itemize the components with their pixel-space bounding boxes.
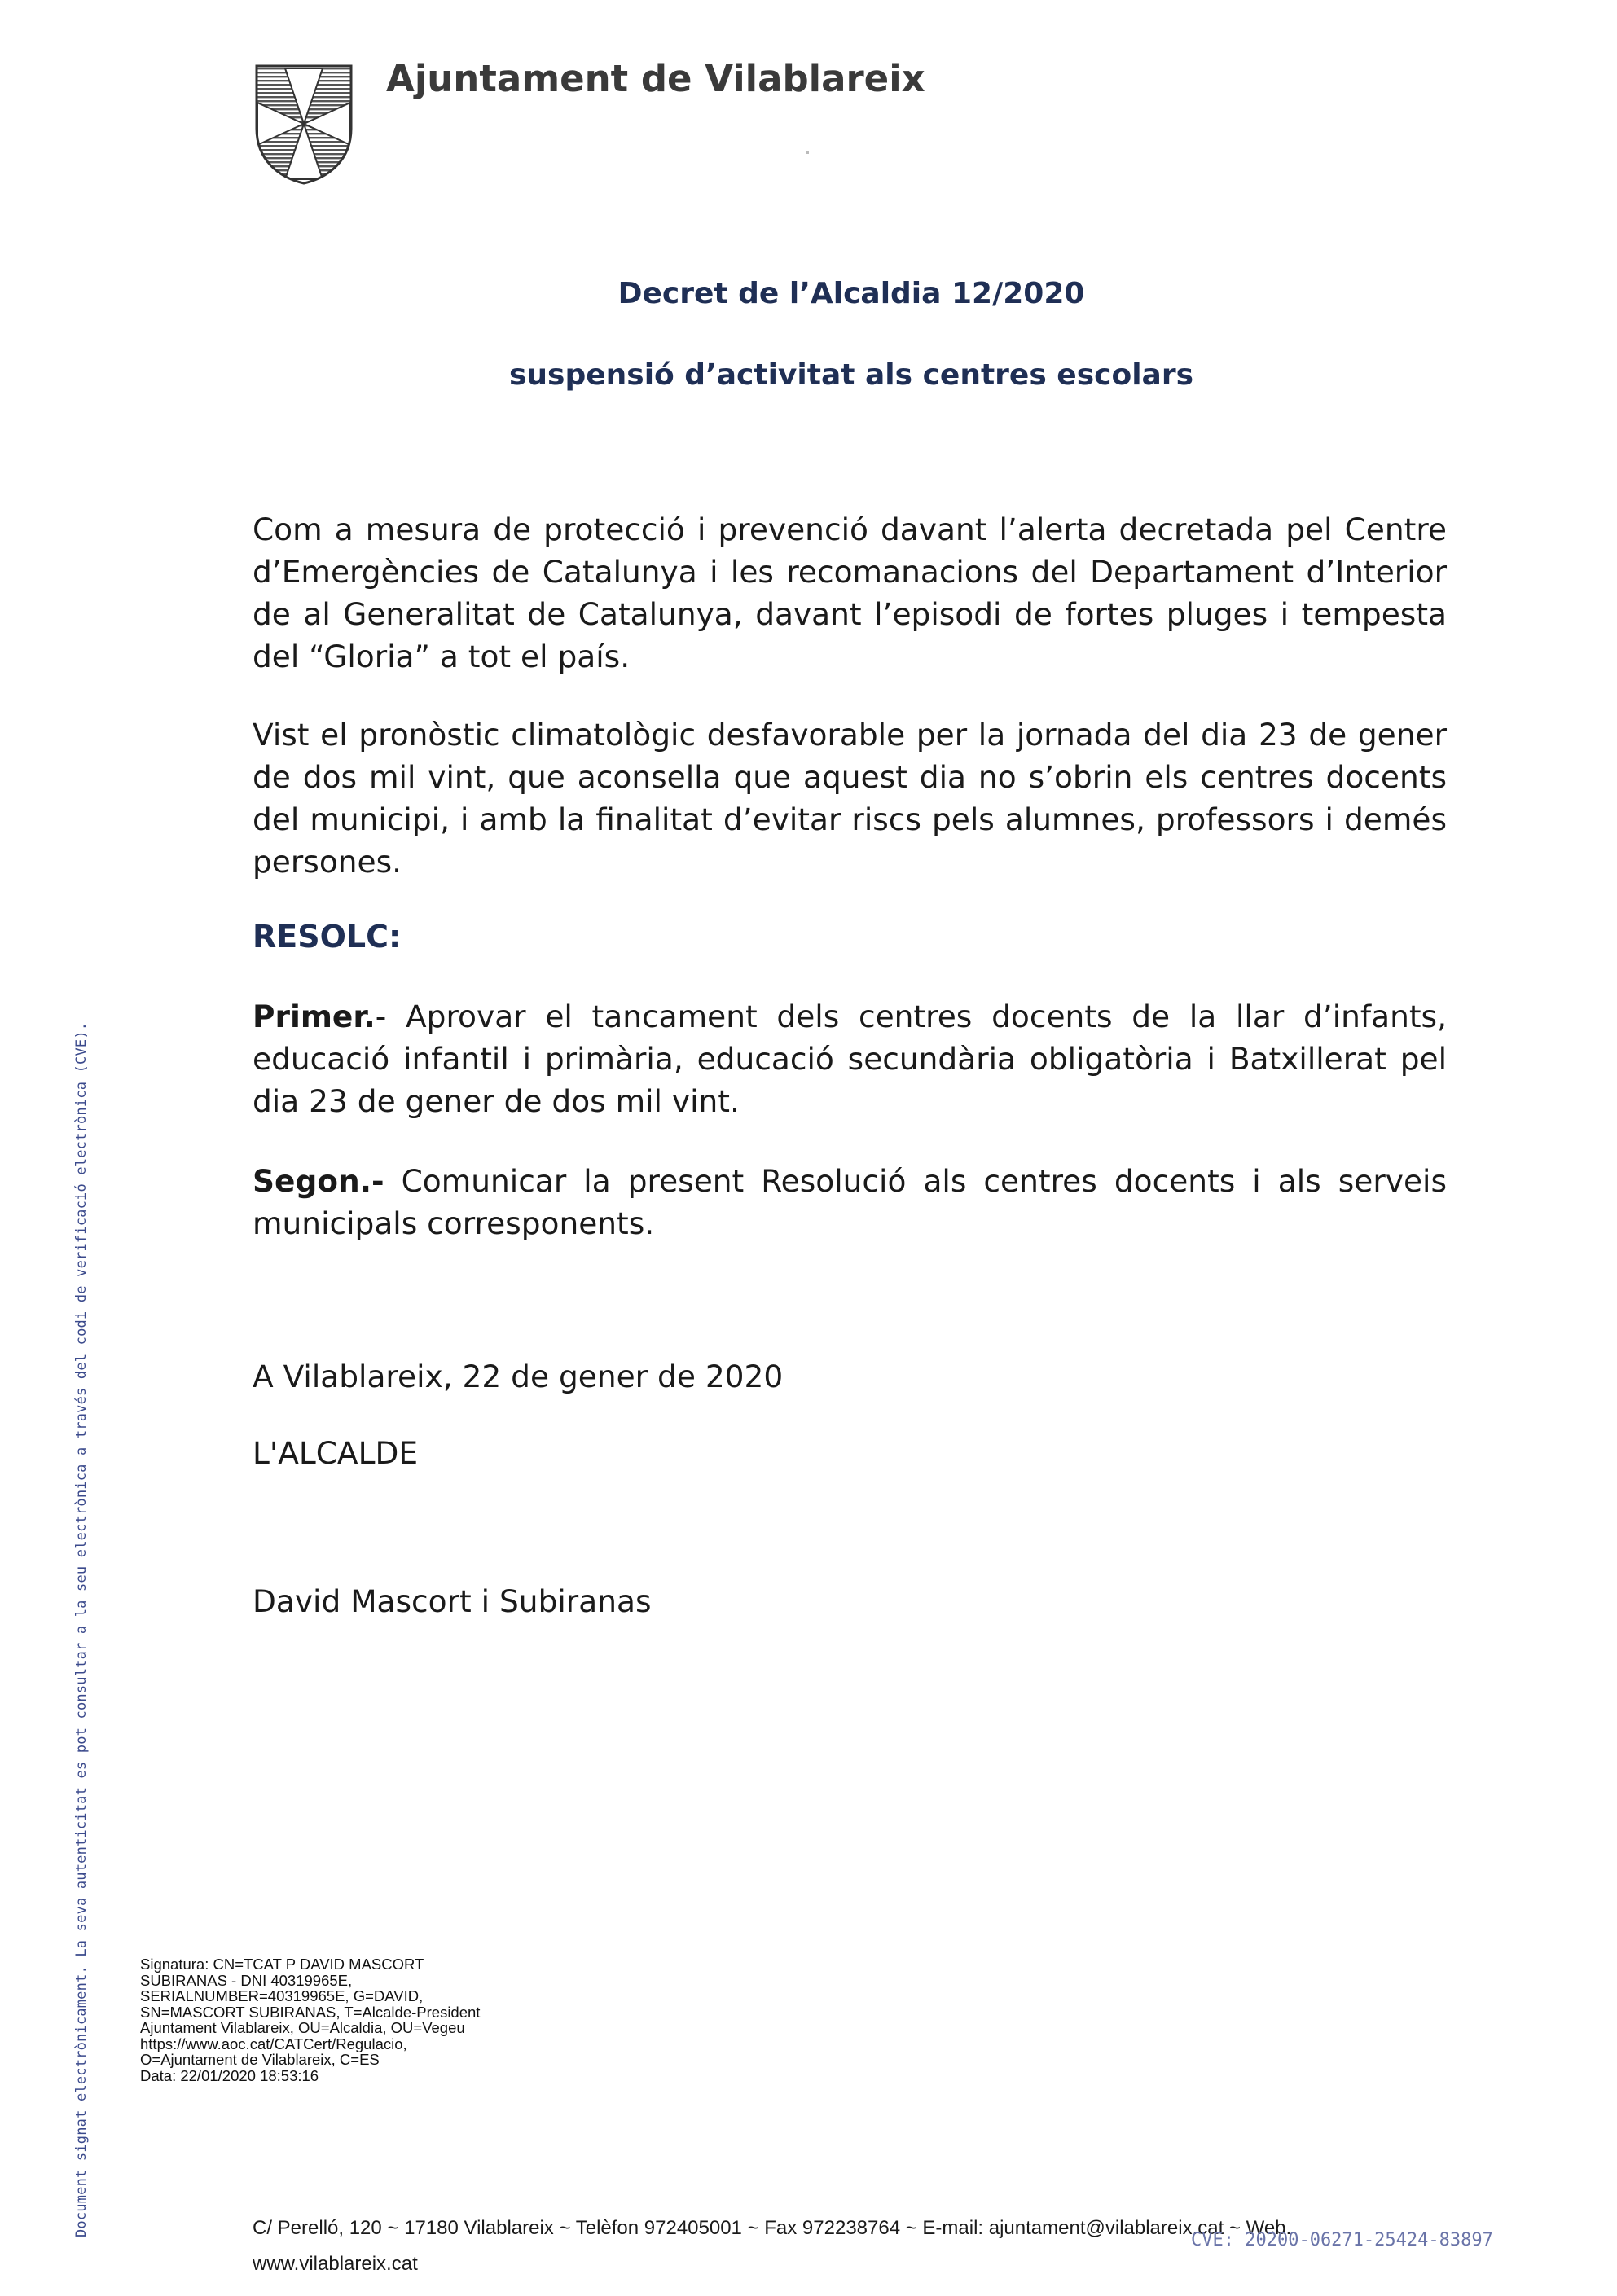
signature-line: Signatura: CN=TCAT P DAVID MASCORT: [140, 1956, 424, 1973]
mayor-name: David Mascort i Subiranas: [253, 1583, 652, 1619]
resolc-heading: RESOLC:: [253, 919, 402, 955]
cve-code: CVE: 20200-06271-25424-83897: [1191, 2230, 1493, 2250]
place-and-date: A Vilablareix, 22 de gener de 2020: [253, 1359, 784, 1394]
signature-line: SN=MASCORT SUBIRANAS, T=Alcalde-President: [140, 2003, 481, 2021]
decree-subtitle: suspensió d’activitat als centres escolars: [508, 358, 1194, 392]
signature-line: Ajuntament Vilablareix, OU=Alcaldia, OU=Vegeu: [140, 2019, 465, 2036]
header-dot: [806, 151, 809, 154]
footer-website: www.vilablareix.cat: [253, 2253, 418, 2275]
signature-line: SERIALNUMBER=40319965E, G=DAVID,: [140, 1987, 424, 2004]
digital-signature-block: [140, 1956, 480, 2083]
signature-line: SUBIRANAS - DNI 40319965E,: [140, 1971, 353, 1989]
electronic-signature-side-note: Document signat electrònicament. La seva autenticitat es pot consultar a la seu electrònica a través del codi de verificació electrònica (CVE).: [73, 1021, 90, 2237]
signature-line: O=Ajuntament de Vilablareix, C=ES: [140, 2051, 380, 2068]
organization-name: Ajuntament de Vilablareix: [386, 57, 925, 100]
item-1-lead: Primer.: [253, 999, 376, 1034]
mayor-title: L'ALCALDE: [253, 1435, 419, 1471]
item-1-text: - Aprovar el tancament dels centres docents de la llar d’infants, educació infantil i primària, educació secundària obligatòria i Batxillerat pel dia 23 de gener de dos mil vint.: [253, 999, 1447, 1119]
paragraph-intro: Com a mesura de protecció i prevenció davant l’alerta decretada pel Centre d’Emergències de Catalunya i les recomanacions del Departament d’Interior de al Generalitat de Catalunya, davant l’episodi de fortes pluges i tempesta del “Gloria” a tot el país.: [253, 511, 1447, 674]
item-2-text: Comunicar la present Resolució als centres docents i als serveis municipals corresponents.: [253, 1163, 1447, 1241]
coat-of-arms-icon: [254, 64, 354, 186]
resolution-item-1: [253, 995, 1447, 1122]
paragraph-forecast: Vist el pronòstic climatològic desfavorable per la jornada del dia 23 de gener de dos mil vint, que aconsella que aquest dia no s’obrin els centres docents del municipi, i amb la finalitat d’evitar riscs pels alumnes, professors i demés persones.: [253, 717, 1447, 880]
signature-line: Data: 22/01/2020 18:53:16: [140, 2066, 319, 2084]
signature-line: https://www.aoc.cat/CATCert/Regulacio,: [140, 2035, 407, 2052]
footer-address: C/ Perelló, 120 ~ 17180 Vilablareix ~ Telèfon 972405001 ~ Fax 972238764 ~ E-mail: ajuntament@vilablareix.cat ~ Web.: [253, 2217, 1292, 2239]
item-2-lead: Segon.-: [253, 1163, 384, 1199]
resolution-item-2: [253, 1160, 1447, 1245]
decree-title: Decret de l’Alcaldia 12/2020: [617, 277, 1085, 310]
